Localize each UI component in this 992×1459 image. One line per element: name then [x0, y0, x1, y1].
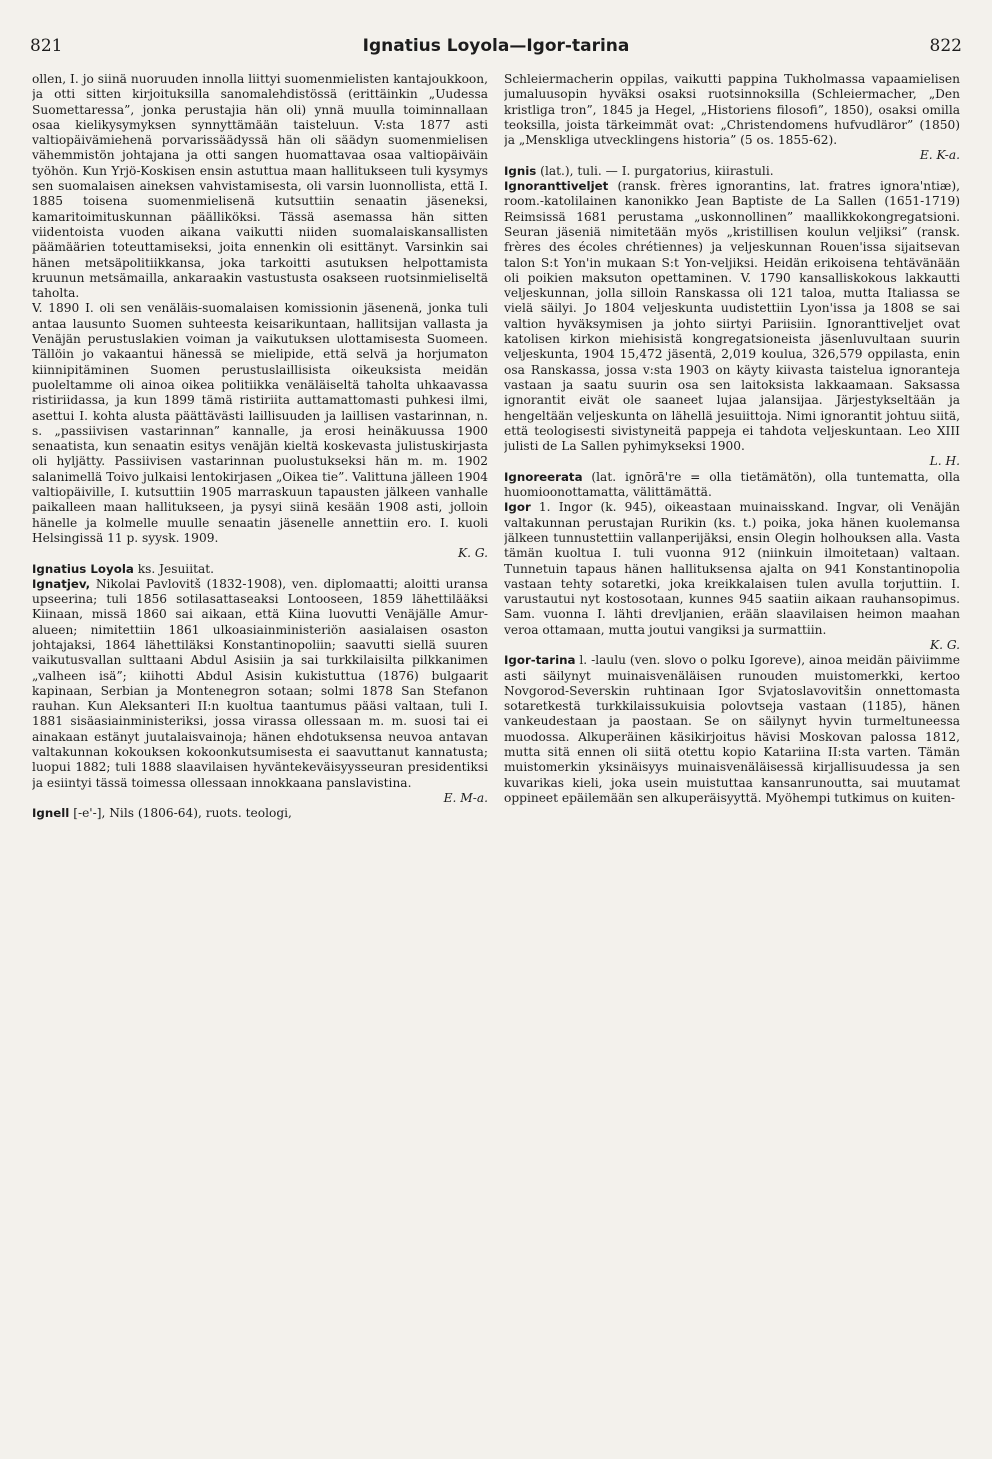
entry-text: l. -laulu (ven. slovo o polku Igoreve), ainoa meidän päiviimme asti säilynyt muinaisvenäläisen runouden muistomerkki, kertoo Novgorod-Severskin ruhtinaan Igor Svjatoslavovitšin onnettomasta sotaretkestä turkkilaissukuisia polovtseja vastaan (1185), hänen vankeudestaan ja paostaan. Se on säilynyt hyvin turmeltuneessa muodossa. Alkuperäinen käsikirjoitus hävisi Moskovan palossa 1812, mutta sitä ennen oli siitä otettu kopio Katariina II:sta varten. Tämän muistomerkin yksinäisyys muinaisvenäläisessä kirjallisuudessa ja sen kuvarikas kieli, joka usein muistuttaa kansanrunoutta, sai muutamat oppineet epäilemään sen alkuperäisyyttä. Myöhempi tutkimus on kuiten- — [504, 653, 960, 805]
signature — [32, 546, 488, 561]
entry-paragraph — [504, 500, 960, 638]
entry-paragraph — [504, 72, 960, 148]
signature-text: K. G. — [929, 637, 960, 652]
signature — [504, 638, 960, 653]
entry-headword: Ignoranttiveljet — [504, 179, 609, 194]
entry-paragraph — [32, 72, 488, 301]
entry-paragraph — [504, 164, 960, 179]
entry-headword: Igor-tarina — [504, 653, 576, 668]
page-number-right: 822 — [929, 36, 962, 56]
entry-paragraph — [504, 179, 960, 454]
signature-text: L. H. — [929, 454, 960, 469]
entry-text: Schleiermacherin oppilas, vaikutti pappina Tukholmassa vapaamielisen jumaluusopin hyväksi osaksi ruotsinnoksilla (Schleiermacher, „Den kristliga tron”, 1845 ja Hegel, „Historiens filosofi”, 1850), osaksi omilla teoksilla, joista tärkeimmät ovat: „Christendomens hufvudläror” (1850) ja „Menskliga utvecklingens historia” (5 os. 1855-62). — [504, 72, 960, 148]
entry-text: (lat.), tuli. — I. purgatorius, kiirastuli. — [536, 163, 774, 178]
entry-text: ks. Jesuiitat. — [133, 561, 215, 576]
page-header — [30, 36, 962, 60]
entry-paragraph — [32, 301, 488, 546]
entry-headword: Ignell — [32, 806, 70, 821]
entry-paragraph — [32, 562, 488, 577]
entry-paragraph — [504, 653, 960, 806]
signature-text: E. M-a. — [443, 790, 488, 805]
entry-text: (lat. ignōrā're = olla tietämätön), olla tuntematta, olla huomioonottamatta, välittämättä. — [504, 469, 960, 500]
entry-paragraph — [32, 577, 488, 791]
entry-paragraph — [504, 470, 960, 501]
entry-text: Nikolai Pavlovitš (1832-1908), ven. diplomaatti; aloitti uransa upseerina; tuli 1856 sotilasattaseaksi Lontooseen, 1859 lähettilääksi Kiinaan, missä 1860 sai aikaan, että Kiina luovutti Venäjälle Amur-alueen; nimitettiin 1861 ulkoasiainministeriön aasialaisen osaston johtajaksi, 1864 lähettiläksi Konstantinopoliin; saavutti siellä suuren vaikutusvallan sulttaani Abdul Asisiin ja sai turkkilaisilta pilkkanimen „valheen isä”; kiihotti Abdul Asisin kukistuttua (1876) bulgaarit kapinaan, Serbian ja Montenegron sotaan; solmi 1878 San Stefanon rauhan. Kun Aleksanteri II:n kuoltua taantumus pääsi valtaan, tuli I. 1881 sisäasiainministeriksi, jossa virassa ollessaan m. m. suosi tai ei ainakaan estänyt juutalaisvainoja; hänen ehdotuksensa neuvoa antavan valtakunnan kokouksen kokoonkutsumisesta ei saavuttanut kannatusta; luopui 1882; tuli 1888 slaavilaisen hyväntekeväisyysseuran presidentiksi ja esiintyi tässä toimessa ollessaan innokkaana panslavistina. — [32, 576, 488, 790]
entry-text: ollen, I. jo siinä nuoruuden innolla liittyi suomenmielisten kantajoukkoon, ja otti sitten kirjoituksilla sanomalehdistössä (erittäinkin „Uudessa Suomettaressa”, jonka perustajia hän oli) ynnä muulla toiminnallaan osaa kielikysymyksen synnyttämään taisteluun. V:sta 1877 asti valtiopäivämiehenä porvarissäädyssä hän oli säädyn suomenmielisen vähemmistön johtajana ja otti sangen huomattavaa osaa valtiopäiväin työhön. Kun Yrjö-Koskisen ensin astuttua maan hallitukseen tuli kysymys sen suomalaisen aineksen vahvistamisesta, oli varsin luonnollista, että I. 1885 toisena suomenmielisenä kutsuttiin senaatin jäseneksi, kamaritoimituskunnan päälliköksi. Tässä asemassa hän sitten viidentoista vuoden aikana vaikutti niiden suomalaiskansallisten päämäärien toteuttamiseksi, joita ennenkin oli esittänyt. Varsinkin sai hänen metsäpolitiikkansa, joka tarkoitti asutuksen helpottamista kruunun metsämailla, ankaraakin vastustusta osakseen ruotsinmieliseltä taholta. — [32, 72, 488, 301]
entry-text: (ransk. frères ignorantins, lat. fratres ignora'ntiæ), room.-katolilainen kanonikko Jean Baptiste de La Sallen (1651-1719) Reimsissä 1681 perustama „uskonnollinen” maallikkokongregatsioni. Seuran jäseniä nimitetään myös „kristillisen koulun veljiksi” (ransk. frères des écoles chrétiennes) ja veljeskunnan Rouen'issa sijaitsevan talon S:t Yon'in mukaan S:t Yon-veljiksi. Heidän erikoisena tehtävänään oli poikien maksuton opettaminen. V. 1790 kansalliskokous lakkautti veljeskunnan, jolla silloin Ranskassa oli 121 taloa, mutta Italiassa se vielä säilyi. Jo 1804 veljeskunta uudistettiin Lyon'issa ja 1808 se sai valtion hyväksymisen ja johto siirtyi Pariisiin. Ignoranttiveljet ovat katolisen kirkon miehisistä kongregatsioneista jäsenluvultaan suurin veljeskunta, 1904 15,472 jäsentä, 2,019 koulua, 326,579 oppilasta, enin osa Ranskassa, jossa v:sta 1903 on käyty kiivasta taistelua ignoranteja vastaan ja saatu suurin osa sen laitoksista lakkaamaan. Saksassa ignorantit eivät ole saaneet lujaa jalansijaa. Järjestykseltään ja hengeltään veljeskunta on lähellä jesuiittoja. Nimi ignorantit johtuu siitä, että teologisesti sivistyneitä pappeja ei tahdota veljeskuntaan. Leo XIII julisti de La Sallen pyhimykseksi 1900. — [504, 179, 960, 454]
entry-headword: Ignatjev, — [32, 576, 91, 591]
right-column — [504, 72, 960, 1445]
entry-text: [-e'-], Nils (1806-64), ruots. teologi, — [69, 806, 292, 821]
entry-text: 1. Ingor (k. 945), oikeastaan muinaisskand. Ingvar, oli Venäjän valtakunnan perustajan Rurikin (ks. t.) poika, joka hänen kuolemansa jälkeen tunnustettiin vallanperijäksi, ensin Olegin holhouksen alla. Vasta tämän kuoltua I. tuli vuonna 912 (niinkuin ilmoitetaan) valtaan. Tunnetuin tapaus hänen hallituksensa ajalta on 941 Konstantinopolia vastaan tehty sotaretki, joka kreikkalaisen tulen avulla torjuttiin. I. varustautui nyt kostosotaan, kunnes 945 saatiin aikaan rauhansopimus. Sam. vuonna I. lähti drevljanien, erään slaavilaisen heimon maahan veroa ottamaan, mutta joutui vangiksi ja surmattiin. — [504, 500, 960, 637]
running-title: Ignatius Loyola—Igor-tarina — [362, 36, 630, 56]
signature — [504, 148, 960, 163]
text-columns — [32, 72, 960, 1445]
entry-headword: Igor — [504, 500, 531, 515]
entry-paragraph — [32, 806, 488, 821]
entry-text: V. 1890 I. oli sen venäläis-suomalaisen komissionin jäsenenä, jonka tuli antaa lausunto Suomen suhteesta keisarikuntaan, hallitsijan vallasta ja Venäjän perustuslakien voiman ja vaikutuksen ulottamisesta Suomeen. Tällöin jo vakaantui hänessä se mielipide, että selvä ja horjumaton kiinnipitäminen Suomen perustuslaillisista oikeuksista meidän puoleltamme oli ainoa oikea politiikka venäläiseltä taholta uhkaavassa ristiriidassa, ja kun 1899 tämä ristiriita auttamattomasti puhkesi ilmi, asettui I. kohta alusta päättävästi laillisuuden ja laillisen vastarinnan, n. s. „passiivisen vastarinnan” kannalle, ja erosi heinäkuussa 1900 senaatista, kun senaatin esitys venäjän kieltä koskevasta julistuskirjasta oli hyljätty. Passiivisen vastarinnan puolustukseksi hän m. m. 1902 salanimellä Toivo julkaisi lentokirjasen „Oikea tie”. Valittuna jälleen 1904 valtiopäiville, I. kutsuttiin 1905 marraskuun tapausten jälkeen vanhalle paikalleen maan hallitukseen, ja pysyi siinä kesään 1908 asti, jolloin hänelle ja kolmelle muulle senaatin jäsenelle annettiin ero. I. kuoli Helsingissä 11 p. syysk. 1909. — [32, 301, 488, 545]
entry-headword: Ignoreerata — [504, 469, 583, 484]
left-column — [32, 72, 488, 1445]
signature-text: K. G. — [457, 546, 488, 561]
signature — [32, 791, 488, 806]
entry-headword: Ignatius Loyola — [32, 561, 134, 576]
signature-text: E. K-a. — [919, 148, 960, 163]
entry-headword: Ignis — [504, 163, 537, 178]
page-number-left: 821 — [30, 36, 63, 56]
signature — [504, 454, 960, 469]
